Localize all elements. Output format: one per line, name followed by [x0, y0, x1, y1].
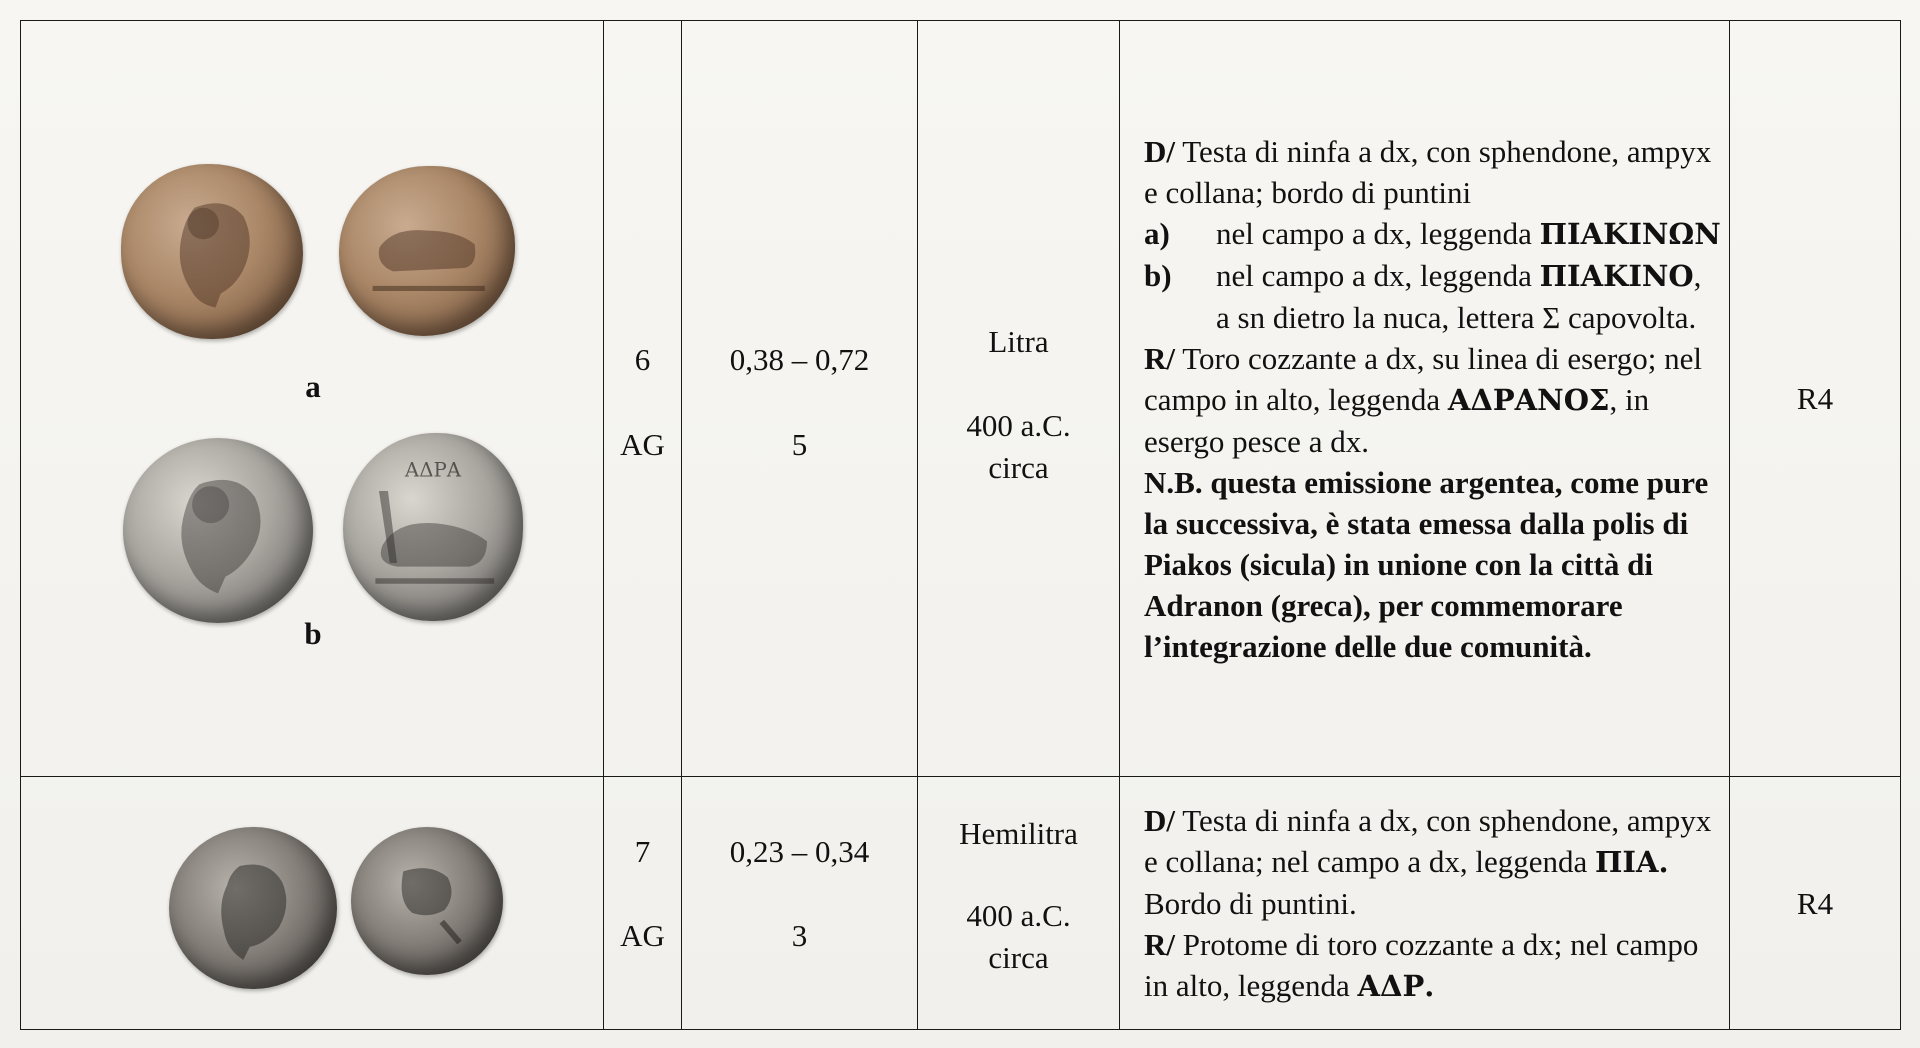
obverse-description: D/ Testa di ninfa a dx, con sphendone, ampyx e collana; bordo di puntini [1144, 133, 1712, 210]
date-qualifier: circa [988, 940, 1049, 975]
reverse-legend: ΑΔΡ. [1357, 968, 1435, 1003]
rarity-cell [1730, 777, 1901, 1030]
variant-a-legend: ΠΙΑΚΙΝΩΝ [1539, 216, 1721, 251]
coin-a-caption: a [305, 369, 321, 404]
coin-b-reverse-image [343, 433, 523, 621]
denomination-date-cell [918, 21, 1120, 777]
quantity-metal-cell [604, 777, 682, 1030]
metal-value: AG [620, 427, 665, 462]
coin-b-obverse-image [123, 438, 313, 623]
hemilitra-reverse-image [351, 827, 503, 975]
description-cell [1120, 21, 1730, 777]
reverse-description: R/ Toro cozzante a dx, su linea di esergo; nel campo in alto, leggenda ΑΔΡΑΝΟΣ, in esergo pesce a dx. [1144, 340, 1702, 459]
date-qualifier: circa [988, 450, 1049, 485]
coin-a-obverse-image [121, 164, 303, 339]
reverse-legend: ΑΔΡΑΝΟΣ [1447, 382, 1610, 417]
rarity-value: R4 [1796, 381, 1834, 416]
diameter-value: 3 [791, 918, 808, 953]
weight-diameter-cell [682, 777, 918, 1030]
date-value: 400 a.C. [966, 408, 1071, 443]
rarity-value: R4 [1796, 885, 1834, 921]
table-row [21, 21, 1901, 777]
description-cell [1120, 777, 1730, 1030]
historical-note: N.B. questa emissione argentea, come pure la successiva, è stata emessa dalla polis di Piakos (sicula) in unione con la città di Adranon (greca), per commemorare l’integrazione delle due comunità. [1144, 464, 1709, 664]
rarity-cell [1730, 21, 1901, 777]
variant-b-legend: ΠΙΑΚΙΝΟ [1539, 258, 1694, 293]
obverse-legend: ΠΙΑ. [1595, 844, 1669, 879]
variant-b: b) nel campo a dx, leggenda ΠΙΑΚΙΝΟ, a sn dietro la nuca, lettera Σ capovolta. [1144, 257, 1702, 335]
date-value: 400 a.C. [966, 898, 1071, 933]
denomination-value: Litra [988, 324, 1049, 359]
weight-range-value: 0,23 – 0,34 [729, 834, 870, 869]
coin-images-cell [21, 777, 604, 1030]
coin-b-caption: b [304, 616, 322, 651]
quantity-value: 6 [634, 342, 651, 377]
weight-range-value: 0,38 – 0,72 [729, 342, 870, 377]
denomination-date-cell [918, 777, 1120, 1030]
hemilitra-obverse-image [169, 827, 337, 989]
coin-a-reverse-image [339, 166, 515, 336]
denomination-value: Hemilitra [959, 816, 1078, 851]
diameter-value: 5 [791, 427, 808, 462]
quantity-metal-cell [604, 21, 682, 777]
variant-a: a) nel campo a dx, leggenda ΠΙΑΚΙΝΩΝ [1144, 215, 1721, 251]
coin-b-reverse-legend: ΑΔΡΑ [404, 458, 462, 482]
obverse-description: D/ Testa di ninfa a dx, con sphendone, ampyx e collana; nel campo a dx, leggenda ΠΙΑ. Bordo di puntini. [1144, 802, 1712, 921]
quantity-value: 7 [634, 834, 651, 869]
weight-diameter-cell [682, 21, 918, 777]
metal-value: AG [620, 918, 665, 953]
table-row [21, 777, 1901, 1030]
reverse-description: R/ Protome di toro cozzante a dx; nel campo in alto, leggenda ΑΔΡ. [1144, 926, 1699, 1003]
coin-images-cell [21, 21, 604, 777]
coin-catalog-table [20, 20, 1901, 1030]
